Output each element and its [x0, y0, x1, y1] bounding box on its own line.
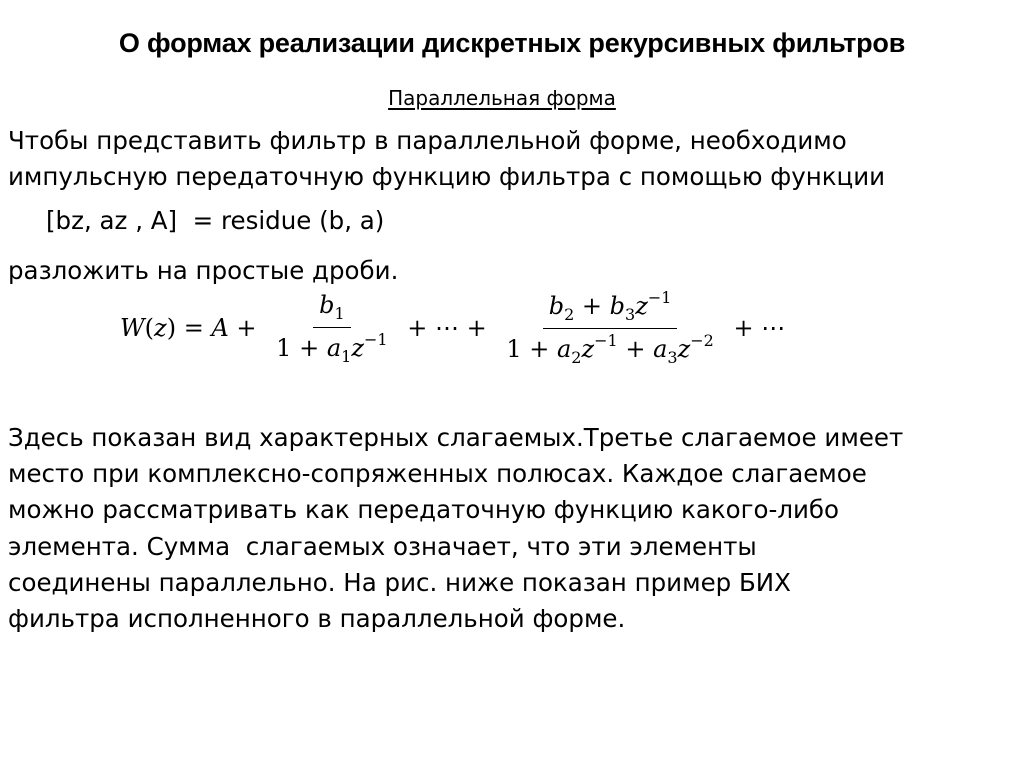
decompose-text: разложить на простые дроби. — [8, 256, 399, 285]
fraction-2-numerator: $b_2 + b_3z^{-1}$ — [543, 290, 678, 329]
formula-plus: + — [458, 314, 495, 342]
intro-line-1: Чтобы представить фильтр в параллельной форме, необходимо — [8, 126, 847, 155]
residue-command: [bz, az , A] = residue (b, a) — [46, 206, 385, 235]
transfer-function-formula — [120, 283, 785, 373]
formula-a-const: A — [211, 314, 229, 342]
formula-arg: (z) — [144, 314, 177, 342]
fraction-first-order — [270, 291, 393, 366]
formula-plus: + — [399, 314, 435, 342]
formula-equals: = — [176, 314, 212, 342]
desc-line: фильтра исполненного в параллельной форме. — [8, 604, 626, 634]
formula-plus: + — [228, 314, 265, 342]
desc-line: соединены параллельно. На рис. ниже показан пример БИХ — [8, 567, 791, 597]
fraction-1-numerator: $b_1$ — [313, 291, 351, 328]
intro-line-2: импульсную передаточную функцию фильтра с помощью функции — [8, 162, 886, 191]
description-paragraph — [8, 420, 903, 637]
desc-line: элемента. Сумма слагаемых означает, что эти элементы — [8, 531, 757, 561]
section-subheading: Параллельная форма — [388, 86, 616, 110]
desc-line: место при комплексно-сопряженных полюсах. Каждое слагаемое — [8, 459, 867, 489]
formula-ellipsis: ⋯ — [761, 314, 786, 342]
fraction-second-order — [500, 287, 720, 367]
intro-paragraph — [8, 123, 885, 195]
desc-line: Здесь показан вид характерных слагаемых.Третье слагаемое имеет — [8, 423, 904, 452]
formula-plus: + — [725, 314, 762, 342]
formula-w: W — [120, 314, 145, 342]
desc-line: можно рассматривать как передаточную функцию какого-либо — [8, 495, 840, 525]
fraction-2-denominator: $1 + a_2z^{-1} + a_3z^{-2}$ — [506, 330, 714, 367]
formula-ellipsis: ⋯ — [434, 314, 459, 342]
fraction-1-denominator: $1 + a_1z^{-1}$ — [276, 329, 388, 366]
slide-title: О формах реализации дискретных рекурсивных фильтров — [118, 28, 906, 58]
